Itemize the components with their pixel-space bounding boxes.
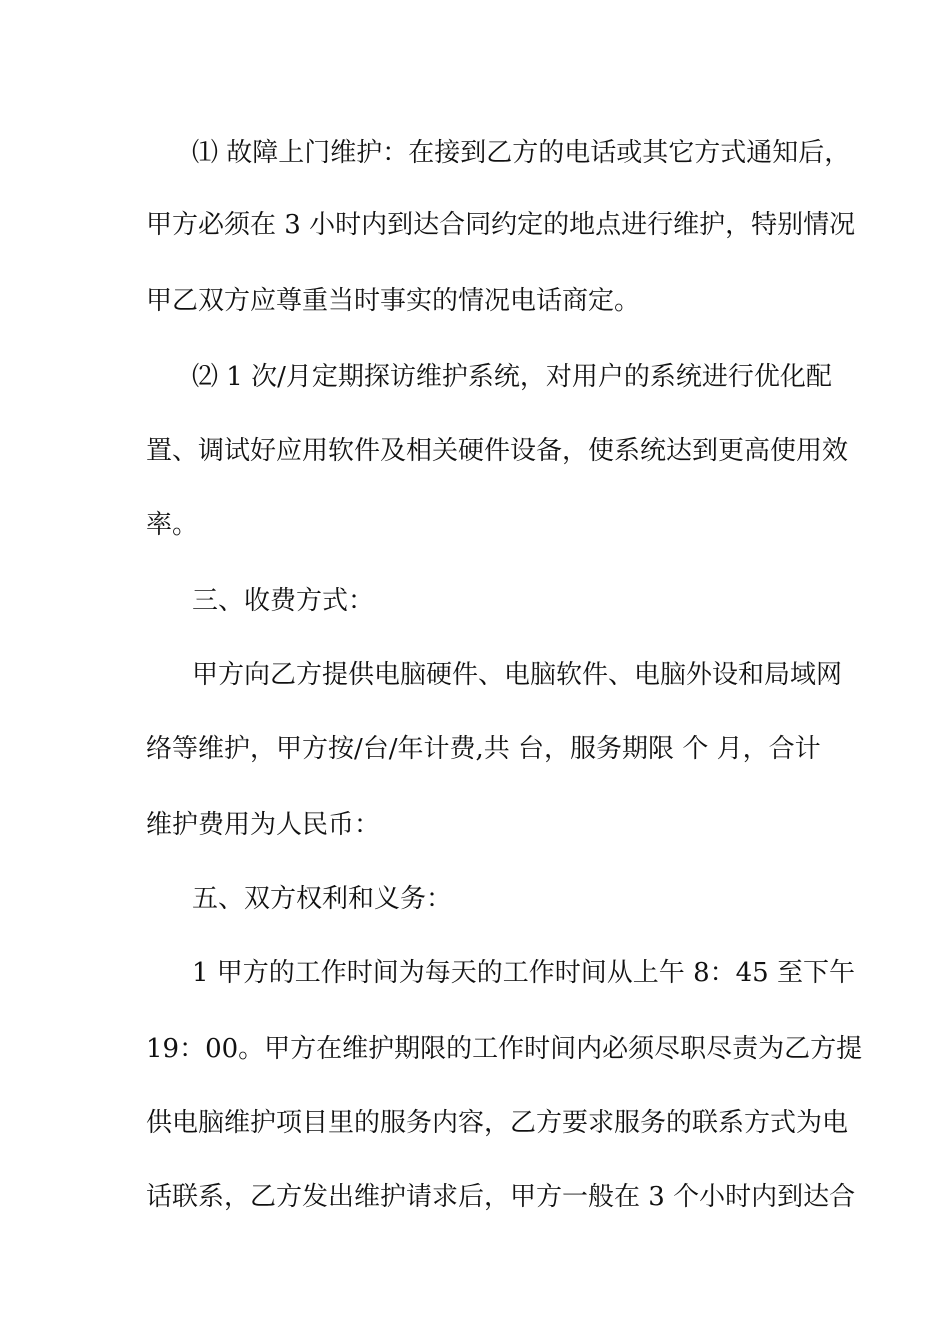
section-heading: 五、双方权利和义务： <box>192 884 453 914</box>
text-line: 置、调试好应用软件及相关硬件设备，使系统达到更高使用效 <box>146 436 849 466</box>
text-line: 1 甲方的工作时间为每天的工作时间从上午 8：45 至下午 <box>192 958 855 988</box>
text-line: 19：00。甲方在维护期限的工作时间内必须尽职尽责为乙方提 <box>146 1034 863 1064</box>
text-line: 维护费用为人民币： <box>146 810 381 840</box>
text-line: ⑴ 故障上门维护：在接到乙方的电话或其它方式通知后， <box>192 138 851 168</box>
text-line: 率。 <box>146 510 199 540</box>
section-heading: 三、收费方式： <box>192 586 375 616</box>
text-line: 甲乙双方应尊重当时事实的情况电话商定。 <box>146 286 641 316</box>
text-line: 甲方必须在 3 小时内到达合同约定的地点进行维护，特别情况 <box>146 210 856 240</box>
text-line: 话联系，乙方发出维护请求后，甲方一般在 3 个小时内到达合 <box>146 1182 856 1212</box>
text-line: ⑵ 1 次/月定期探访维护系统，对用户的系统进行优化配 <box>192 362 832 392</box>
text-line: 甲方向乙方提供电脑硬件、电脑软件、电脑外设和局域网 <box>192 660 843 690</box>
text-line: 供电脑维护项目里的服务内容，乙方要求服务的联系方式为电 <box>146 1108 849 1138</box>
text-line: 络等维护，甲方按/台/年计费,共 台，服务期限 个 月，合计 <box>146 734 821 764</box>
